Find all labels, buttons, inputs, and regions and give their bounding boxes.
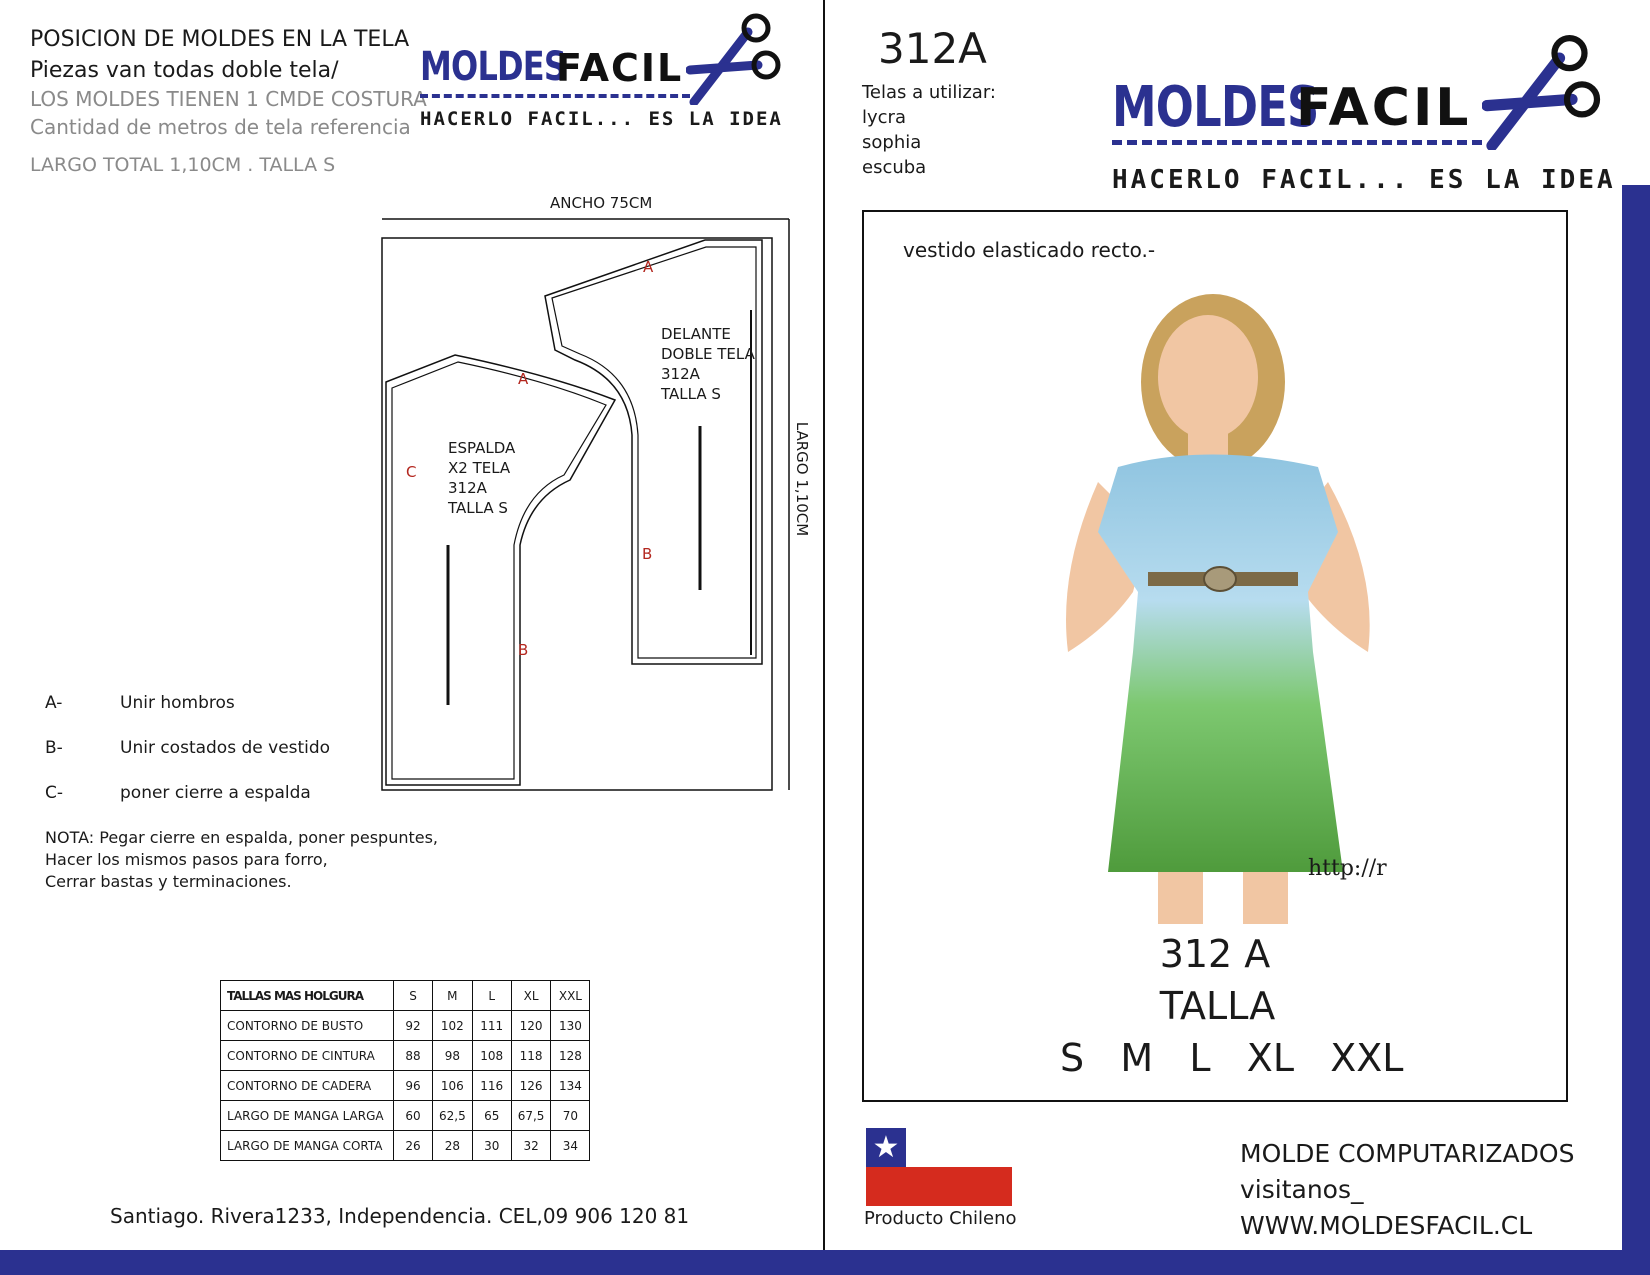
logo-tagline: HACERLO FACIL... ES LA IDEA xyxy=(1112,165,1616,195)
flag-star-icon: ★ xyxy=(872,1130,900,1165)
table-cell: 96 xyxy=(394,1071,433,1101)
mark-b-back: B xyxy=(518,641,529,659)
table-cell: 26 xyxy=(394,1131,433,1161)
table-header-cell: XL xyxy=(511,981,551,1011)
instruction-text-b: Unir costados de vestido xyxy=(120,738,331,758)
table-cell: 67,5 xyxy=(511,1101,551,1131)
table-row xyxy=(221,1101,590,1131)
logo-brand-moldes: MOLDES xyxy=(1112,75,1319,140)
instruction-text-a: Unir hombros xyxy=(120,693,235,713)
size-table xyxy=(220,980,590,1161)
header-line-3: LOS MOLDES TIENEN 1 CMDE COSTURA xyxy=(30,87,427,111)
logo-right xyxy=(1110,30,1630,200)
table-cell: 28 xyxy=(433,1131,473,1161)
address-line: Santiago. Rivera1233, Independencia. CEL,09 906 120 81 xyxy=(110,1204,690,1228)
note-block xyxy=(45,827,438,893)
logo-brand-moldes: MOLDES xyxy=(420,44,567,90)
table-cell: 32 xyxy=(511,1131,551,1161)
instruction-key-b: B- xyxy=(45,738,63,758)
table-cell: 62,5 xyxy=(433,1101,473,1131)
mark-a-front: A xyxy=(643,258,654,276)
origin-label: Producto Chileno xyxy=(864,1208,1017,1229)
table-cell: 106 xyxy=(433,1071,473,1101)
front-label-line: 312A xyxy=(661,365,700,383)
table-cell: 128 xyxy=(551,1041,590,1071)
table-cell: 108 xyxy=(472,1041,511,1071)
table-cell: CONTORNO DE CADERA xyxy=(221,1071,394,1101)
table-cell: 111 xyxy=(472,1011,511,1041)
logo-brand-facil: FACIL xyxy=(556,46,684,90)
back-piece-label xyxy=(448,438,515,518)
table-header-cell: TALLAS MAS HOLGURA xyxy=(221,981,394,1011)
fabric-item: escuba xyxy=(862,157,927,178)
table-row xyxy=(221,1041,590,1071)
footer-block xyxy=(1240,1136,1574,1244)
pattern-code: 312A xyxy=(878,24,987,73)
table-cell: CONTORNO DE CINTURA xyxy=(221,1041,394,1071)
fabric-outline xyxy=(382,238,772,790)
back-label-line: TALLA S xyxy=(448,499,508,517)
fabric-item: lycra xyxy=(862,107,906,128)
table-header-cell: S xyxy=(394,981,433,1011)
length-label: LARGO 1,10CM xyxy=(793,421,812,537)
size-table-header xyxy=(221,981,590,1011)
table-cell: 60 xyxy=(394,1101,433,1131)
mark-b-front: B xyxy=(642,545,653,563)
table-cell: 30 xyxy=(472,1131,511,1161)
note-line: Cerrar bastas y terminaciones. xyxy=(45,872,292,891)
back-label-line: ESPALDA xyxy=(448,439,516,457)
photo-watermark: http://r xyxy=(1308,856,1387,881)
note-line: NOTA: Pegar cierre en espalda, poner pespuntes, xyxy=(45,828,439,847)
header-line-1: POSICION DE MOLDES EN LA TELA xyxy=(30,27,410,52)
note-line: Hacer los mismos pasos para forro, xyxy=(45,850,328,869)
width-label: ANCHO 75CM xyxy=(550,194,653,212)
model-photo xyxy=(1038,272,1392,924)
table-header-cell: M xyxy=(433,981,473,1011)
table-cell: 134 xyxy=(551,1071,590,1101)
table-cell: 116 xyxy=(472,1071,511,1101)
front-label-line: DOBLE TELA xyxy=(661,345,755,363)
fabric-item: sophia xyxy=(862,132,922,153)
fabrics-block xyxy=(862,80,996,180)
table-header-cell: XXL xyxy=(551,981,590,1011)
table-cell: 34 xyxy=(551,1131,590,1161)
back-piece-outline xyxy=(386,355,615,785)
logo-underline xyxy=(1112,140,1482,145)
table-cell: 65 xyxy=(472,1101,511,1131)
table-cell: LARGO DE MANGA CORTA xyxy=(221,1131,394,1161)
fabric-layout-diagram xyxy=(370,210,800,800)
model-code: 312 A xyxy=(1159,932,1271,976)
logo-left xyxy=(418,10,798,140)
mark-a-back: A xyxy=(518,370,529,388)
table-row xyxy=(221,1131,590,1161)
front-label-line: TALLA S xyxy=(661,385,721,403)
scissors-icon xyxy=(686,10,786,105)
table-cell: 118 xyxy=(511,1041,551,1071)
header-line-2: Piezas van todas doble tela/ xyxy=(30,58,339,83)
table-cell: 120 xyxy=(511,1011,551,1041)
table-row xyxy=(221,1011,590,1041)
back-label-line: X2 TELA xyxy=(448,459,511,477)
instruction-key-c: C- xyxy=(45,783,64,803)
header-line-5: LARGO TOTAL 1,10CM . TALLA S xyxy=(30,154,336,176)
table-header-cell: L xyxy=(472,981,511,1011)
sizes-line: S M L XL XXL xyxy=(1060,1036,1404,1080)
table-cell: 130 xyxy=(551,1011,590,1041)
front-label-line: DELANTE xyxy=(661,325,731,343)
size-title: TALLA xyxy=(1159,984,1276,1028)
logo-tagline: HACERLO FACIL... ES LA IDEA xyxy=(420,108,783,130)
right-edge-bar xyxy=(1622,185,1650,1275)
logo-underline xyxy=(420,94,690,98)
table-cell: 126 xyxy=(511,1071,551,1101)
table-row xyxy=(221,1071,590,1101)
logo-brand-facil: FACIL xyxy=(1296,78,1472,138)
header-line-4: Cantidad de metros de tela referencia xyxy=(30,115,411,139)
footer-line: MOLDE COMPUTARIZADOS xyxy=(1240,1139,1575,1168)
scissors-icon xyxy=(1482,30,1607,150)
flag-red-band xyxy=(866,1167,1012,1206)
footer-line: visitanos_ xyxy=(1240,1175,1364,1204)
table-cell: 88 xyxy=(394,1041,433,1071)
flag-white-band xyxy=(906,1128,1012,1167)
website-link[interactable]: WWW.MOLDESFACIL.CL xyxy=(1240,1211,1533,1240)
front-piece-label xyxy=(661,324,755,404)
table-cell: 92 xyxy=(394,1011,433,1041)
mark-c-back: C xyxy=(406,463,417,481)
instruction-text-c: poner cierre a espalda xyxy=(120,783,311,803)
fabrics-title: Telas a utilizar: xyxy=(862,82,996,103)
product-description: vestido elasticado recto.- xyxy=(903,238,1156,262)
table-cell: CONTORNO DE BUSTO xyxy=(221,1011,394,1041)
bottom-bar xyxy=(0,1250,1650,1275)
table-cell: 102 xyxy=(433,1011,473,1041)
back-label-line: 312A xyxy=(448,479,487,497)
instruction-key-a: A- xyxy=(45,693,63,713)
table-cell: 98 xyxy=(433,1041,473,1071)
chile-flag xyxy=(866,1128,1012,1206)
table-cell: 70 xyxy=(551,1101,590,1131)
page-divider xyxy=(823,0,825,1275)
table-cell: LARGO DE MANGA LARGA xyxy=(221,1101,394,1131)
